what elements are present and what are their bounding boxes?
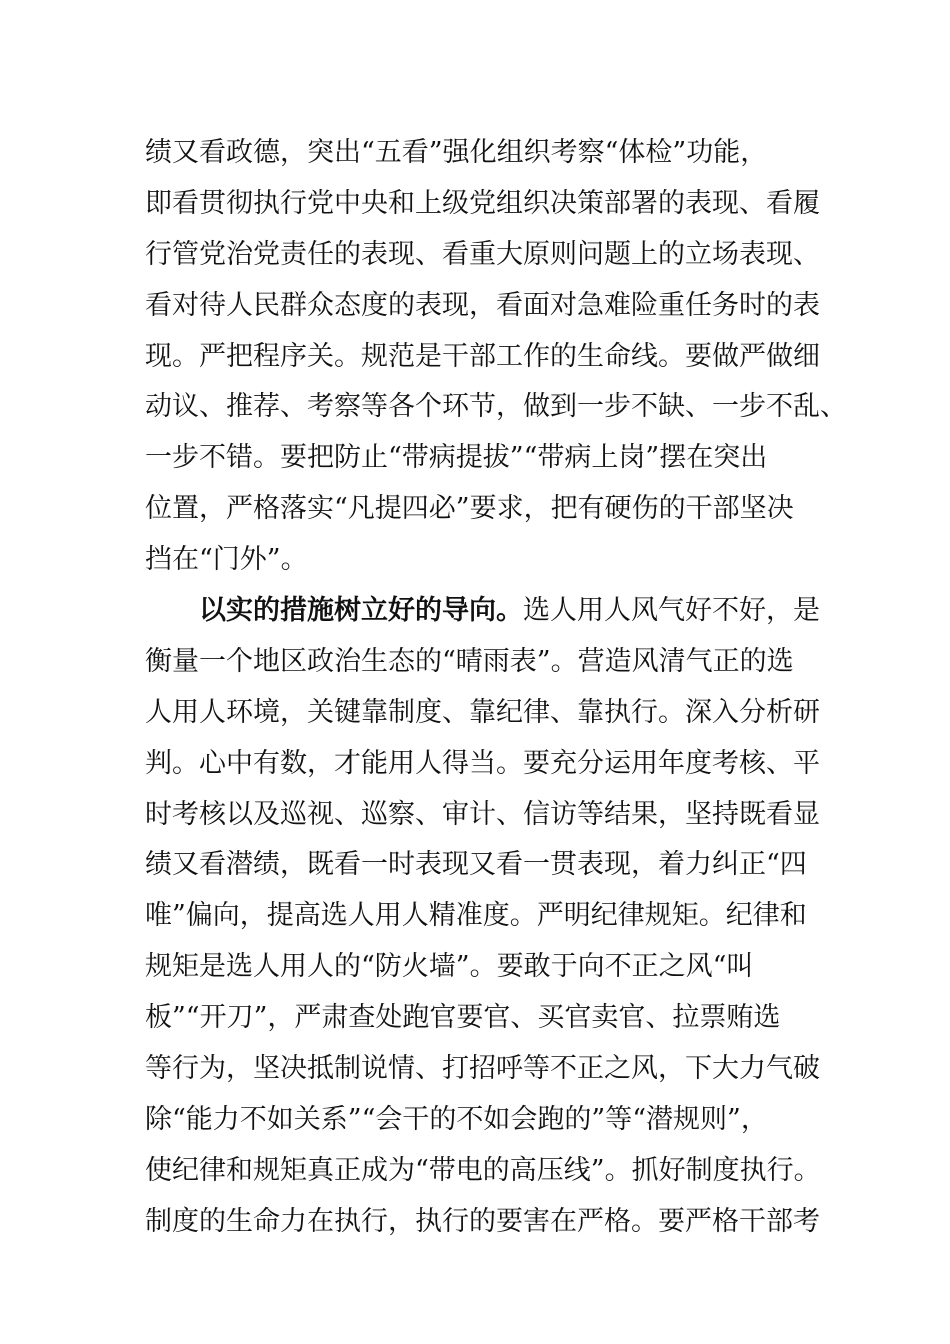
paragraph-line: 即看贯彻执行党中央和上级党组织决策部署的表现、看履 bbox=[145, 187, 820, 219]
paragraph-line: 衡量一个地区政治生态的“晴雨表”。营造风清气正的选 bbox=[145, 645, 794, 677]
paragraph-line: 绩又看潜绩，既看一时表现又看一贯表现，着力纠正“四 bbox=[145, 849, 807, 881]
paragraph-first-line bbox=[145, 586, 820, 637]
body-text bbox=[145, 128, 847, 1248]
paragraph-line: 位置，严格落实“凡提四必”要求，把有硬伤的干部坚决 bbox=[145, 493, 794, 525]
paragraph-line: 除“能力不如关系”“会干的不如会跑的”等“潜规则”， bbox=[145, 1103, 768, 1135]
paragraph-line: 规矩是选人用人的“防火墙”。要敢于向不正之风“叫 bbox=[145, 951, 754, 983]
paragraph-line: 动议、推荐、考察等各个环节，做到一步不缺、一步不乱、 bbox=[145, 391, 847, 423]
paragraph-line: 一步不错。要把防止“带病提拔”“带病上岗”摆在突出 bbox=[145, 442, 768, 474]
paragraph-line: 板”“开刀”，严肃查处跑官要官、买官卖官、拉票贿选 bbox=[145, 1002, 781, 1034]
paragraph-heading: 以实的措施树立好的导向。 bbox=[199, 595, 523, 627]
paragraph-line: 使纪律和规矩真正成为“带电的高压线”。抓好制度执行。 bbox=[145, 1154, 821, 1186]
paragraph-line: 挡在“门外”。 bbox=[145, 544, 308, 576]
paragraph-line: 现。严把程序关。规范是干部工作的生命线。要做严做细 bbox=[145, 340, 820, 372]
paragraph-line: 判。心中有数，才能用人得当。要充分运用年度考核、平 bbox=[145, 747, 820, 779]
paragraph-line: 唯”偏向，提高选人用人精准度。严明纪律规矩。纪律和 bbox=[145, 900, 807, 932]
paragraph-line: 制度的生命力在执行，执行的要害在严格。要严格干部考 bbox=[145, 1205, 820, 1237]
paragraph-line: 等行为，坚决抵制说情、打招呼等不正之风，下大力气破 bbox=[145, 1053, 820, 1085]
paragraph-line: 看对待人民群众态度的表现，看面对急难险重任务时的表 bbox=[145, 289, 820, 321]
paragraph-line: 人用人环境，关键靠制度、靠纪律、靠执行。深入分析研 bbox=[145, 696, 820, 728]
paragraph-line: 行管党治党责任的表现、看重大原则问题上的立场表现、 bbox=[145, 238, 820, 270]
paragraph-text: 选人用人风气好不好，是 bbox=[523, 595, 820, 627]
paragraph-line: 绩又看政德，突出“五看”强化组织考察“体检”功能， bbox=[145, 137, 768, 168]
paragraph-line: 时考核以及巡视、巡察、审计、信访等结果，坚持既看显 bbox=[145, 798, 820, 830]
